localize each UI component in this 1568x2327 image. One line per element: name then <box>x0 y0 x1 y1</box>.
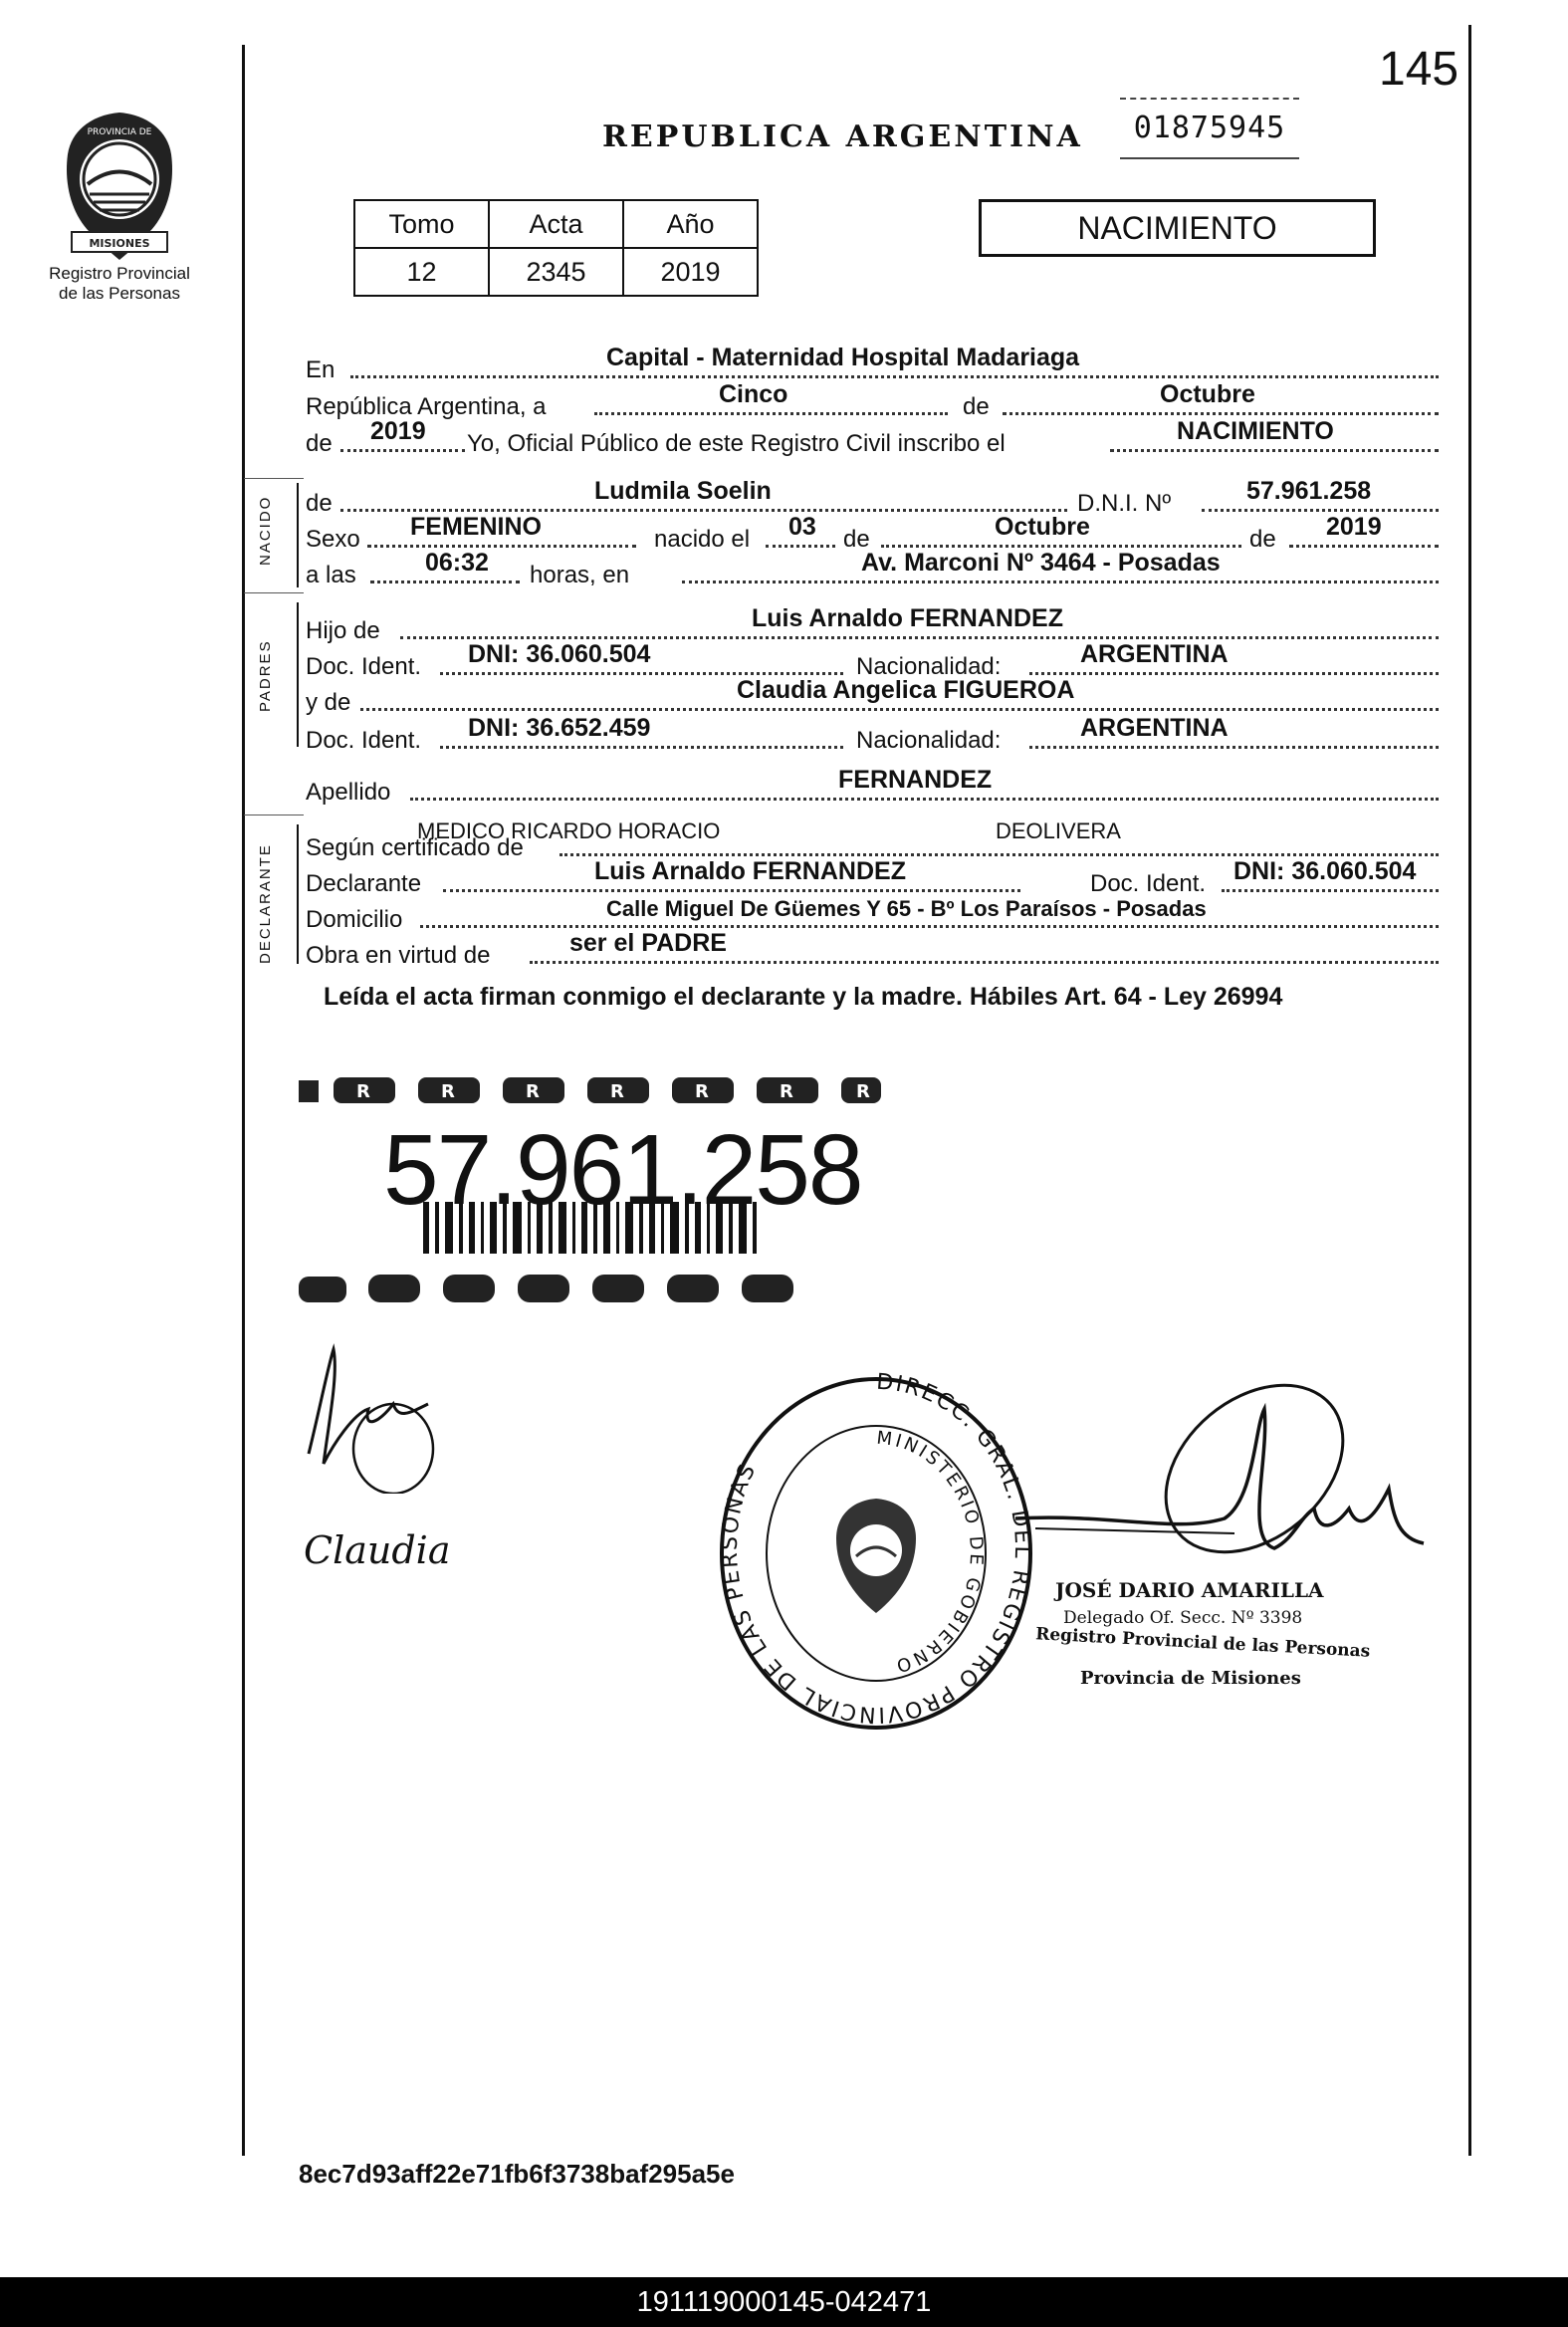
dotted-line <box>560 853 1439 856</box>
value-domicilio: Calle Miguel De Güemes Y 65 - Bº Los Paraísos - Posadas <box>606 896 1207 921</box>
section-bracket-nacido <box>297 483 299 587</box>
row-en <box>306 344 1439 384</box>
row-hora <box>306 549 1439 589</box>
province-logo <box>50 105 189 264</box>
label-domicilio: Domicilio <box>306 906 403 933</box>
svg-text:PROVINCIA DE: PROVINCIA DE <box>87 127 152 137</box>
section-divider <box>244 592 304 593</box>
barcode-number: 57.961.258 <box>383 1114 862 1226</box>
mother-signature: Claudia <box>304 1528 451 1572</box>
svg-text:R: R <box>356 1081 370 1102</box>
value-month: Octubre <box>1160 380 1255 408</box>
label-apellido: Apellido <box>306 779 391 806</box>
volume-table <box>353 199 759 297</box>
section-bracket-declarante <box>297 824 299 964</box>
dotted-line <box>1003 412 1439 415</box>
dotted-line <box>1202 509 1439 512</box>
row-mother-doc <box>306 714 1439 755</box>
value-year: 2019 <box>370 417 426 445</box>
dotted-line <box>1110 449 1439 452</box>
value-mother-doc: DNI: 36.652.459 <box>468 714 651 742</box>
closing-note: Leída el acta firman conmigo el declarante y la madre. Hábiles Art. 64 - Ley 26994 <box>324 983 1283 1011</box>
row-oficial <box>306 417 1439 458</box>
security-pattern-top <box>299 1077 881 1103</box>
label-de-name: de <box>306 490 333 517</box>
section-divider <box>244 814 304 815</box>
dotted-line <box>530 961 1439 964</box>
dotted-line <box>1289 545 1439 548</box>
security-pattern-bottom <box>299 1275 793 1302</box>
dotted-line <box>1029 672 1439 675</box>
value-obra: ser el PADRE <box>569 929 727 957</box>
logo-caption-line1: Registro Provincial <box>49 264 190 283</box>
header-anio: Año <box>623 200 758 248</box>
label-oficial: Yo, Oficial Público de este Registro Civil inscribo el <box>467 430 1006 457</box>
label-birth-de2: de <box>1249 526 1276 553</box>
dotted-line <box>440 746 843 749</box>
dotted-line <box>340 449 465 452</box>
label-declarante: Declarante <box>306 870 422 897</box>
record-type-box: NACIMIENTO <box>979 199 1376 257</box>
label-nac2: Nacionalidad: <box>856 727 1002 754</box>
left-margin-line <box>242 45 245 2156</box>
label-doc3: Doc. Ident. <box>1090 870 1207 897</box>
value-name: Ludmila Soelin <box>594 477 772 505</box>
document-hash: 8ec7d93aff22e71fb6f3738baf295a5e <box>299 2159 735 2189</box>
label-yde: y de <box>306 689 351 716</box>
father-signature <box>299 1334 448 1494</box>
label-de2: de <box>306 430 333 457</box>
value-medico2: DEOLIVERA <box>996 818 1121 843</box>
svg-text:R: R <box>695 1081 709 1102</box>
official-title: Delegado Of. Secc. Nº 3398 <box>1063 1608 1303 1628</box>
row-apellido <box>306 766 1439 807</box>
value-birth-day: 03 <box>788 513 816 541</box>
value-en: Capital - Maternidad Hospital Madariaga <box>606 344 1080 371</box>
value-mother-name: Claudia Angelica FIGUEROA <box>737 676 1075 704</box>
svg-text:R: R <box>526 1081 540 1102</box>
label-horas: horas, en <box>530 562 630 588</box>
footer-code: 191119000145-042471 <box>0 2277 1568 2327</box>
dotted-line <box>340 509 1067 512</box>
dotted-line <box>881 545 1241 548</box>
svg-text:R: R <box>856 1081 870 1102</box>
right-margin-line <box>1468 25 1471 2156</box>
dotted-line <box>350 375 1439 378</box>
section-divider <box>244 478 304 479</box>
row-yde <box>306 676 1439 717</box>
value-birth-month: Octubre <box>995 513 1090 541</box>
value-anio: 2019 <box>623 248 758 296</box>
label-alas: a las <box>306 562 356 588</box>
country-title: REPUBLICA ARGENTINA <box>602 119 1083 154</box>
dotted-line <box>766 545 835 548</box>
section-label-nacido: NACIDO <box>257 495 274 566</box>
dotted-line <box>370 581 520 583</box>
official-name: JOSÉ DARIO AMARILLA <box>1055 1578 1324 1602</box>
header-tomo: Tomo <box>354 200 489 248</box>
value-mother-nat: ARGENTINA <box>1080 714 1229 742</box>
logo-ring-text: MISIONES <box>89 237 150 250</box>
value-declarante: Luis Arnaldo FERNANDEZ <box>594 857 906 885</box>
section-bracket-padres <box>297 602 299 747</box>
dotted-line <box>410 798 1439 801</box>
label-nacido: nacido el <box>654 526 751 553</box>
logo-caption <box>20 264 219 304</box>
label-birth-de: de <box>843 526 870 553</box>
header-acta: Acta <box>489 200 623 248</box>
label-de: de <box>963 393 990 420</box>
label-republica: República Argentina, a <box>306 393 547 420</box>
official-seal-stamp <box>712 1369 1040 1738</box>
dotted-line <box>420 925 1439 928</box>
value-sexo: FEMENINO <box>410 513 542 541</box>
label-dni: D.N.I. Nº <box>1077 490 1172 517</box>
label-obra: Obra en virtud de <box>306 942 491 969</box>
page-number: 145 <box>1379 43 1459 96</box>
value-inscribo: NACIMIENTO <box>1177 417 1334 445</box>
value-place: Av. Marconi Nº 3464 - Posadas <box>861 549 1221 577</box>
official-province: Provincia de Misiones <box>1080 1668 1301 1689</box>
value-father-name: Luis Arnaldo FERNANDEZ <box>752 604 1063 632</box>
label-doc2: Doc. Ident. <box>306 727 422 754</box>
dotted-line <box>440 672 843 675</box>
label-hijo: Hijo de <box>306 617 380 644</box>
dotted-line <box>443 889 1020 892</box>
value-day: Cinco <box>719 380 788 408</box>
official-office: Registro Provincial de las Personas <box>1034 1624 1371 1662</box>
dotted-line <box>1222 889 1439 892</box>
svg-text:R: R <box>780 1081 793 1102</box>
value-father-nat: ARGENTINA <box>1080 640 1229 668</box>
dotted-line <box>682 581 1439 583</box>
row-republica <box>306 380 1439 421</box>
stamp-outer-text: DIRECC. GRAL. DEL REGISTRO PROVINCIAL DE LAS PERSONAS <box>717 1369 1035 1728</box>
value-declarante-doc: DNI: 36.060.504 <box>1233 857 1417 885</box>
value-medico: MEDICO RICARDO HORACIO <box>417 818 721 843</box>
stamp-inner-text: MINISTERIO DE GOBIERNO <box>875 1427 988 1677</box>
value-apellido: FERNANDEZ <box>838 766 993 794</box>
value-birth-year: 2019 <box>1326 513 1382 541</box>
value-hour: 06:32 <box>425 549 489 577</box>
dotted-line <box>360 708 1439 711</box>
row-obra <box>306 929 1439 970</box>
section-label-declarante: DECLARANTE <box>257 843 274 964</box>
dotted-line <box>1029 746 1439 749</box>
dotted-line <box>400 636 1439 639</box>
value-dni: 57.961.258 <box>1246 477 1372 505</box>
logo-caption-line2: de las Personas <box>59 284 180 303</box>
label-sexo: Sexo <box>306 526 360 553</box>
dotted-line <box>367 545 636 548</box>
section-label-padres: PADRES <box>257 639 274 712</box>
value-father-doc: DNI: 36.060.504 <box>468 640 651 668</box>
label-nac1: Nacionalidad: <box>856 653 1002 680</box>
svg-text:R: R <box>610 1081 624 1102</box>
label-en: En <box>306 356 336 383</box>
row-domicilio <box>306 898 1439 934</box>
dotted-line <box>594 412 948 415</box>
value-acta: 2345 <box>489 248 623 296</box>
label-doc1: Doc. Ident. <box>306 653 422 680</box>
row-declarante <box>306 857 1439 898</box>
value-tomo: 12 <box>354 248 489 296</box>
label-segun: Según certificado de <box>306 834 524 861</box>
serial-number: 01875945 <box>1120 98 1299 159</box>
svg-text:R: R <box>441 1081 455 1102</box>
